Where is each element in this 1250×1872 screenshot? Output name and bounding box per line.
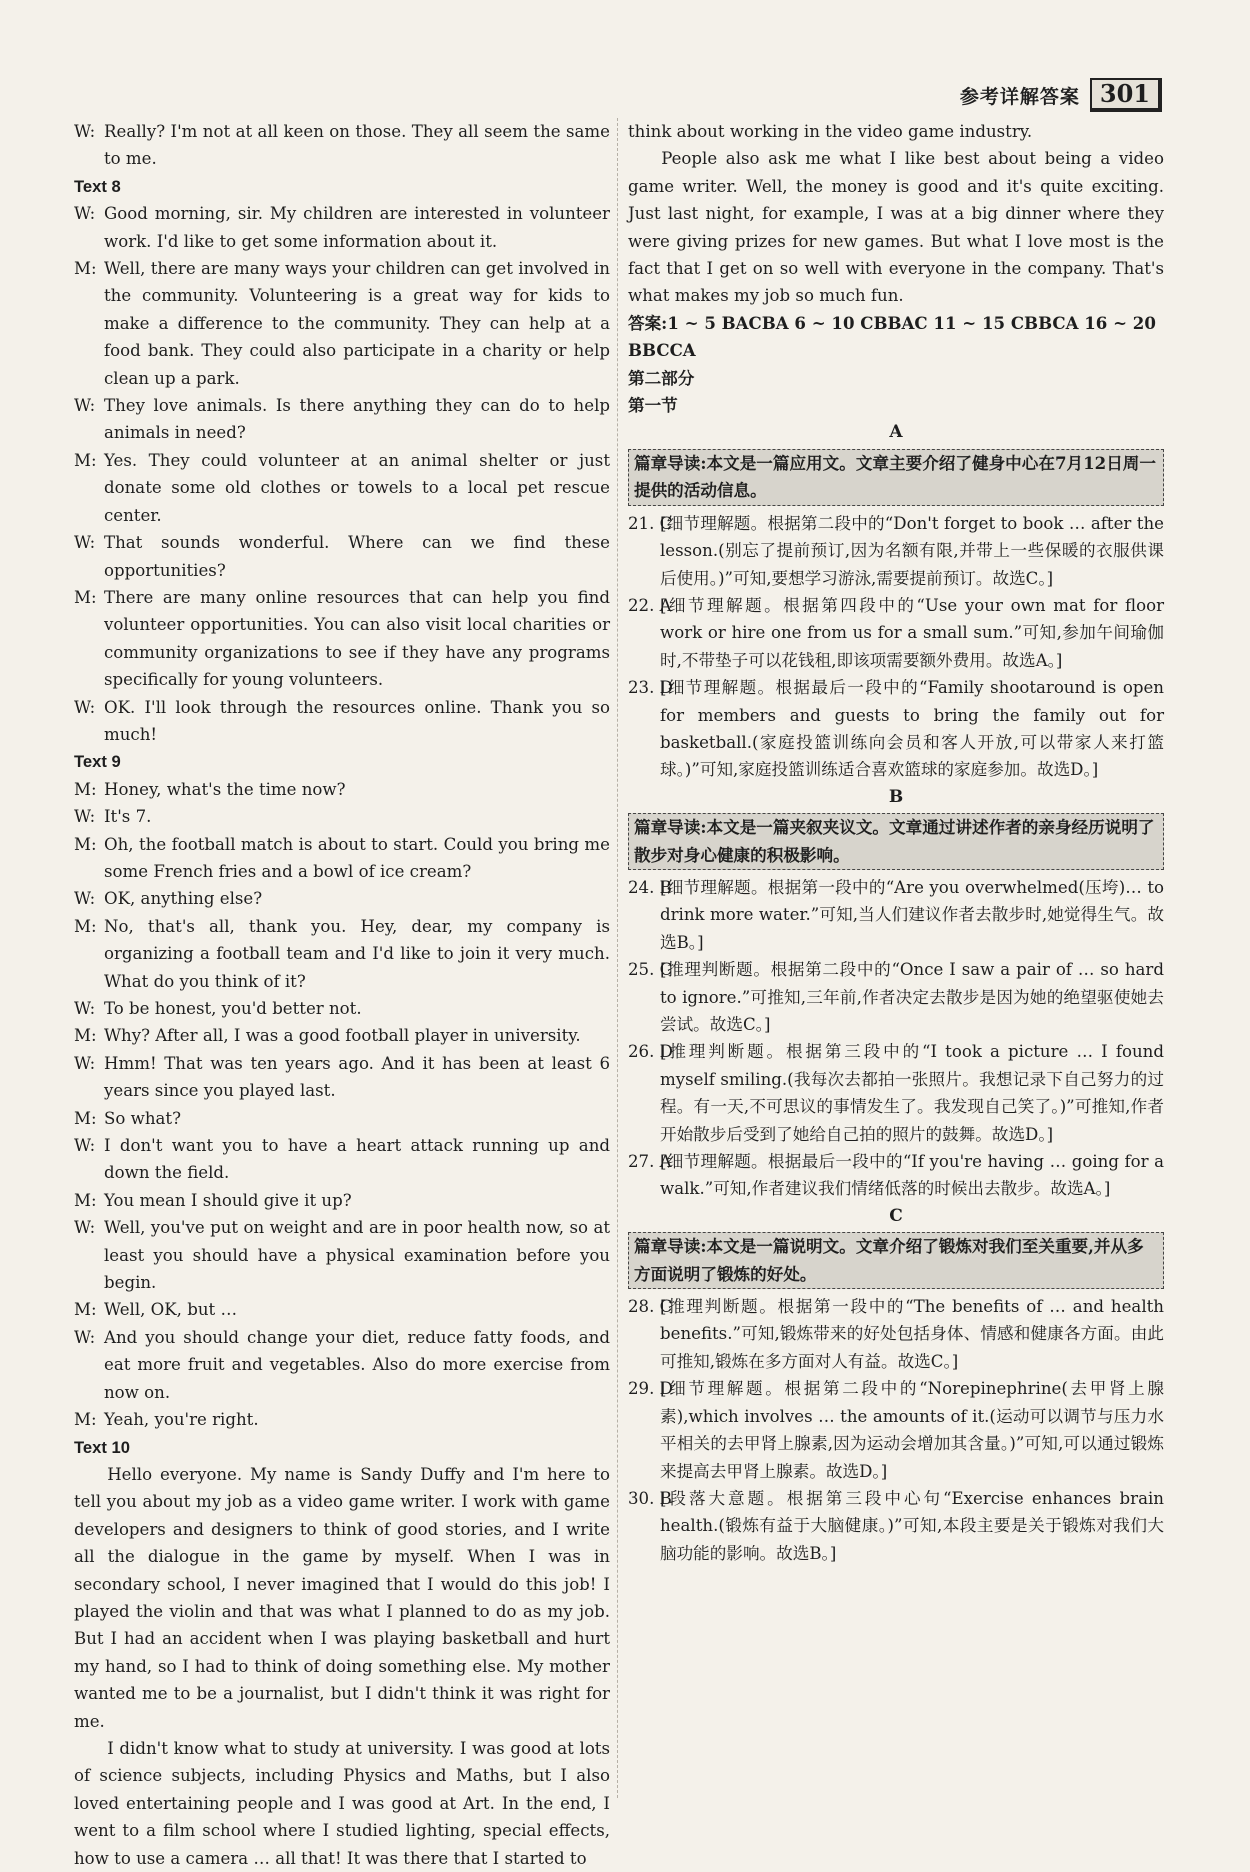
speaker-label: M:	[74, 779, 97, 799]
question-answer: 23. D	[628, 678, 673, 698]
speaker-label: M:	[74, 1190, 97, 1210]
dialogue-line	[74, 1214, 610, 1296]
dialogue-line	[74, 118, 610, 173]
dialogue-text: And you should change your diet, reduce fatty foods, and eat more fruit and vegetables. Also do more exercise from now on.	[104, 1327, 610, 1402]
question-explanation	[628, 1148, 1164, 1203]
question-explanation	[628, 1038, 1164, 1148]
speaker-label: M:	[74, 834, 97, 854]
question-explanation	[628, 510, 1164, 592]
question-answer: 29. D	[628, 1379, 673, 1399]
dialogue-line	[74, 255, 610, 392]
speaker-label: M:	[74, 1026, 97, 1046]
explanation-text: [细节理解题。根据第四段中的“Use your own mat for floor work or hire one from us for a small sum.”可知,参加午间瑜伽时,不带垫子可以花钱租,即该项需要额外费用。故选A。]	[660, 595, 1164, 670]
dialogue-text: To be honest, you'd better not.	[104, 999, 362, 1018]
question-explanation	[628, 1293, 1164, 1375]
dialogue-line	[74, 831, 610, 886]
dialogue-line	[74, 447, 610, 529]
column-divider	[617, 118, 618, 1798]
question-answer: 22. A	[628, 595, 672, 615]
passage-label: B	[888, 786, 904, 807]
dialogue-text: There are many online resources that can help you find volunteer opportunities. You can also visit local charities or community organizations to see if they have any programs specifically for young volunteers.	[104, 587, 610, 690]
paragraph: People also ask me what I like best about being a video game writer. Well, the money is good and it's quite exciting. Just last night, for example, I was at a big dinner where they were giving prizes for new games. But what I love most is the fact that I get on so well with everyone in the company. That's what makes my job so much fun.	[628, 149, 1164, 306]
dialogue-line	[74, 694, 610, 749]
right-column	[628, 118, 1164, 1567]
dialogue-line	[74, 1050, 610, 1105]
speaker-label: W:	[74, 889, 96, 909]
dialogue-line	[74, 1406, 610, 1433]
question-answer: 24. B	[628, 877, 672, 897]
dialogue-text: I don't want you to have a heart attack running up and down the field.	[104, 1136, 610, 1183]
dialogue-text: Oh, the football match is about to start. Could you bring me some French fries and a bowl of ice cream?	[104, 834, 610, 881]
dialogue-text: So what?	[104, 1108, 181, 1128]
text-heading: Text 10	[74, 1437, 130, 1457]
explanation-text: [细节理解题。根据最后一段中的“If you're having … going for a walk.”可知,作者建议我们情绪低落的时候出去散步。故选A。]	[660, 1152, 1164, 1199]
dialogue-text: Yeah, you're right.	[104, 1410, 259, 1430]
dialogue-line	[74, 584, 610, 694]
explanation-text: [细节理解题。根据第二段中的“Norepinephrine(去甲肾上腺素),which involves … the amounts of it.(运动可以调节与压力水平相关的去甲肾上腺素,因为运动会增加其含量。)”可知,可以通过锻炼来提高去甲肾上腺素。故选D。]	[660, 1379, 1164, 1481]
speaker-label: M:	[74, 916, 97, 936]
explanation-text: [细节理解题。根据最后一段中的“Family shootaround is open for members and guests to bring the family out for basketball.(家庭投篮训练向会员和客人开放,可以带家人来打篮球。)”可知,家庭投篮训练适合喜欢篮球的家庭参加。故选D。]	[660, 678, 1164, 780]
speaker-label: M:	[74, 259, 97, 279]
dialogue-line	[74, 529, 610, 584]
dialogue-text: No, that's all, thank you. Hey, dear, my company is organizing a football team and I'd like to join it very much. What do you think of it?	[104, 916, 610, 991]
dialogue-line	[74, 200, 610, 255]
dialogue-text: OK. I'll look through the resources online. Thank you so much!	[104, 697, 610, 744]
explanation-text: [细节理解题。根据第一段中的“Are you overwhelmed(压垮)… to drink more water.”可知,当人们建议作者去散步时,她觉得生气。故选B。]	[660, 877, 1164, 952]
speaker-label: W:	[74, 807, 96, 827]
question-explanation	[628, 874, 1164, 956]
question-explanation	[628, 1485, 1164, 1567]
dialogue-line	[74, 1324, 610, 1406]
dialogue-text: That sounds wonderful. Where can we find these opportunities?	[104, 533, 610, 580]
dialogue-line	[74, 1132, 610, 1187]
dialogue-text: Well, OK, but …	[104, 1300, 238, 1320]
dialogue-text: They love animals. Is there anything they can do to help animals in need?	[104, 396, 610, 443]
dialogue-line	[74, 995, 610, 1022]
header-title: 参考详解答案	[959, 85, 1080, 108]
dialogue-line	[74, 1187, 610, 1214]
speaker-label: W:	[74, 1327, 96, 1347]
question-explanation	[628, 674, 1164, 784]
speaker-label: M:	[74, 1108, 97, 1128]
question-answer: 26. D	[628, 1042, 673, 1062]
question-answer: 21. C	[628, 513, 673, 533]
text-heading: Text 8	[74, 176, 121, 196]
question-explanation	[628, 592, 1164, 674]
explanation-text: [推理判断题。根据第一段中的“The benefits of … and health benefits.”可知,锻炼带来的好处包括身体、情感和健康各方面。由此可推知,锻炼在多方面对人有益。故选C。]	[660, 1297, 1164, 1371]
dialogue-text: Honey, what's the time now?	[104, 779, 346, 799]
passage-guide-box: 篇章导读:本文是一篇说明文。文章介绍了锻炼对我们至关重要,并从多方面说明了锻炼的好处。	[628, 1232, 1164, 1289]
dialogue-text: OK, anything else?	[104, 889, 263, 909]
dialogue-text: Really? I'm not at all keen on those. They all seem the same to me.	[104, 122, 610, 169]
paragraph: Hello everyone. My name is Sandy Duffy and I'm here to tell you about my job as a video game writer. I work with game developers and designers to think of good stories, and I write all the dialogue in the game by myself. When I was in secondary school, I never imagined that I would do this job! I played the violin and that was what I planned to do as my job. But I had an accident when I was playing basketball and hurt my hand, so I had to think of doing something else. My mother wanted me to be a journalist, but I didn't think it was right for me.	[74, 1464, 610, 1731]
speaker-label: W:	[74, 1136, 96, 1156]
dialogue-text: Why? After all, I was a good football player in university.	[104, 1026, 581, 1046]
page-header	[960, 78, 1162, 112]
dialogue-text: Well, there are many ways your children can get involved in the community. Volunteering is a great way for kids to make a difference to the community. They can help at a food bank. They could also participate in a charity or help clean up a park.	[104, 259, 610, 388]
dialogue-line	[74, 1022, 610, 1049]
dialogue-text: Hmm! That was ten years ago. And it has been at least 6 years since you played last.	[104, 1053, 610, 1101]
explanation-text: [段落大意题。根据第三段中心句“Exercise enhances brain health.(锻炼有益于大脑健康。)”可知,本段主要是关于锻炼对我们大脑功能的影响。故选B。]	[660, 1488, 1164, 1563]
dialogue-text: Well, you've put on weight and are in poor health now, so at least you should have a physical examination before you begin.	[104, 1218, 610, 1293]
speaker-label: M:	[74, 1410, 97, 1430]
speaker-label: M:	[74, 450, 97, 470]
explanation-text: [推理判断题。根据第三段中的“I took a picture … I found myself smiling.(我每次去都拍一张照片。我想记录下自己努力的过程。有一天,不可思议的事情发生了。我发现自己笑了。)”可推知,作者开始散步后受到了她给自己拍的照片的鼓舞。故选D。]	[660, 1042, 1164, 1144]
page-number: 301	[1090, 78, 1162, 112]
speaker-label: M:	[74, 587, 97, 607]
passage-guide-box: 篇章导读:本文是一篇夹叙夹议文。文章通过讲述作者的亲身经历说明了散步对身心健康的积极影响。	[628, 813, 1164, 870]
dialogue-text: Good morning, sir. My children are interested in volunteer work. I'd like to get some information about it.	[104, 204, 610, 251]
question-explanation	[628, 956, 1164, 1038]
passage-guide-box: 篇章导读:本文是一篇应用文。文章主要介绍了健身中心在7月12日周一提供的活动信息。	[628, 449, 1164, 506]
speaker-label: W:	[74, 533, 96, 553]
left-column	[74, 118, 610, 1872]
dialogue-line	[74, 1105, 610, 1132]
question-answer: 27. A	[628, 1152, 672, 1172]
speaker-label: W:	[74, 1053, 96, 1073]
question-answer: 30. B	[628, 1488, 672, 1508]
question-explanation	[628, 1375, 1164, 1485]
speaker-label: W:	[74, 999, 96, 1018]
question-answer: 25. C	[628, 960, 673, 980]
speaker-label: W:	[74, 204, 96, 224]
dialogue-text: It's 7.	[104, 807, 152, 827]
speaker-label: M:	[74, 1300, 97, 1320]
dialogue-line	[74, 1296, 610, 1323]
dialogue-line	[74, 776, 610, 803]
speaker-label: W:	[74, 396, 96, 416]
explanation-text: [细节理解题。根据第二段中的“Don't forget to book … after the lesson.(别忘了提前预订,因为名额有限,并带上一些保暖的衣服供课后使用。)”可知,要想学习游泳,需要提前预订。故选C。]	[660, 513, 1164, 588]
dialogue-line	[74, 885, 610, 912]
explanation-text: [推理判断题。根据第二段中的“Once I saw a pair of … so hard to ignore.”可推知,三年前,作者决定去散步是因为她的绝望驱使她去尝试。故选C。]	[660, 960, 1164, 1034]
text-heading: Text 9	[74, 752, 121, 772]
paragraph-continuation: think about working in the video game industry.	[628, 122, 1033, 141]
answer-key: 答案:1 ~ 5 BACBA 6 ~ 10 CBBAC 11 ~ 15 CBBCA 16 ~ 20 BBCCA	[628, 312, 1156, 361]
passage-label: A	[889, 422, 903, 443]
dialogue-text: You mean I should give it up?	[104, 1190, 352, 1210]
section-heading: 第二部分	[628, 367, 695, 388]
dialogue-text: Yes. They could volunteer at an animal shelter or just donate some old clothes or towels to a local pet rescue center.	[104, 450, 610, 525]
speaker-label: W:	[74, 697, 96, 717]
passage-label: C	[889, 1205, 903, 1226]
dialogue-line	[74, 913, 610, 995]
question-answer: 28. C	[628, 1297, 673, 1317]
paragraph: I didn't know what to study at university. I was good at lots of science subjects, including Physics and Maths, but I also loved entertaining people and I was good at Art. In the end, I went to a film school where I studied lighting, special effects, how to use a camera … all that! It was there that I started to	[74, 1738, 610, 1868]
speaker-label: W:	[74, 122, 96, 141]
dialogue-line	[74, 392, 610, 447]
section-heading: 第一节	[628, 395, 678, 416]
dialogue-line	[74, 803, 610, 830]
speaker-label: W:	[74, 1218, 96, 1238]
